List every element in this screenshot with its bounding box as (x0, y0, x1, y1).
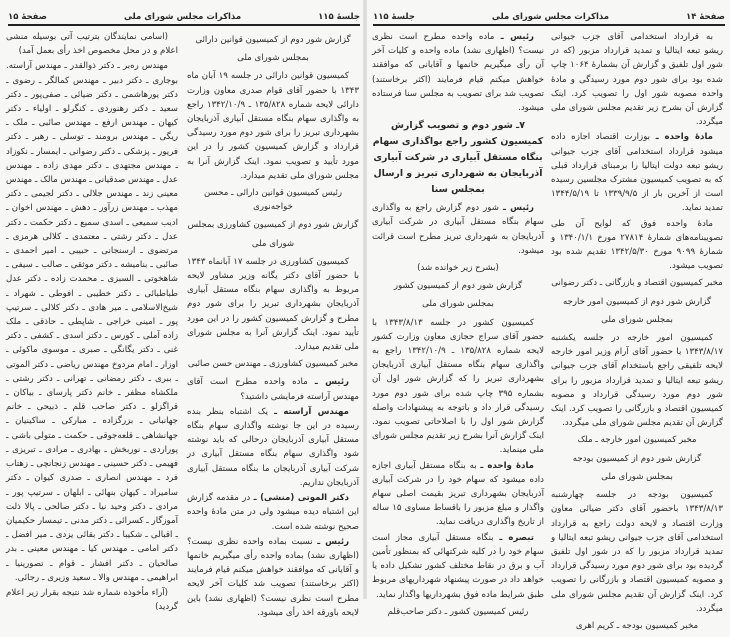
paragraph-text: مخبر کمیسیون امور خارجه ـ ملک (577, 435, 697, 446)
section-heading (372, 118, 544, 198)
speaker-label: دکتر الموتی (منشی) ـ (253, 493, 349, 504)
paragraph-text: مخبر کمیسیون اقتصاد و بازرگانی ـ دکتر رضوانی (551, 278, 723, 289)
page-number: صفحهٔ ۱۵ (8, 12, 47, 22)
paragraph (551, 331, 723, 430)
paragraph-text: مهندس ره‌بر ـ دکتر ذوالقدر ـ مهندس آراسته. بوجاری ـ دکتر دبیر ـ مهندس کمالگر ـ رضوی ـ دکتر یورهاشمی ـ دکتر ضیائی ـ صفی‌پور ـ دکتر سعید ـ دکتر رهنوردی ـ کنگرلو ـ اولیاء ـ دکتر کیهان ـ مهندس ارفع ـ مهندس صائبی ـ ملک ـ ریگی ـ مهندس برومند ـ توسلی ـ رهبر ـ دکتر فریور ـ پزشکی ـ دکتر رضوانی ـ ایمسار ـ نکوزاد ـ مهندس مجتهدی ـ دکتر مهدی زاده ـ مهندس عدل ـ مهندس صدقیانی ـ مهندس مالک ـ مهندس معینی زند ـ مهندس جلالی ـ دکتر لجیمی ـ دکتر مهذب ـ مهندس زرآور ـ دهش ـ مهندس اخوان ـ ادیب سمیعی ـ اسدی سمیع ـ دکتر حکمت ـ دکتر عدل ـ دکتر رشتی ـ معتمدی ـ کلالی هرمزی ـ مرتضوی ـ ارسنجانی ـ حبیبی ـ امیر احمدی ـ صائبی ـ بنامیشه ـ دکتر موثقی ـ صالب ـ سیفی ـ شاهخوتی ـ السبزی ـ محمدت زاده ـ دکتر عدل طباطبائی ـ دکتر خطیبی ـ افوطی ـ شهراد ـ شیخ‌الاسلامی ـ میر هادی ـ دکتر کلالی ـ سرتیپ پور ـ امینی خراجی ـ شاپطی ـ حاذقی ـ ملک زاده آملی ـ کورس ـ دکتر اسدی ـ کشفی ـ دکتر غنی ـ دکتر یگانگی ـ صبری ـ موسوی ماکوئی ـ اوزار ـ امام مردوخ مهندس ریاضی ـ دکتر الموتی ـ ببری ـ دکتر رمضانی ـ تهرانی ـ دکتر رشتی ـ ملکشاه مظفر ـ خانم دکتر پارسای ـ بیاکان ـ قراگزلو ـ دکتر صاحب قلم ـ ذبیحی ـ خانم جهانبانی ـ بزرگزاده ـ مبارکی ـ ساکینیان ـ جهانشاهی ـ قلعه‌جوقی ـ حکمت ـ متولی باشی ـ پوراردی ـ نوربخش ـ بهادری ـ مرادی ـ تبریزی ـ فهیمی ـ دکتر حسینی ـ مهندس زنجانچی ـ زهتاب فرد ـ مهندس انصاری ـ صدری کیوان ـ دکتر سامیراد ـ کیهان بنهائی ـ ابلهان ـ سرتیپ پور ـ مرادی ـ دکتر وحید نیا ـ دکتر صالحی ـ پالا ذلت آموزگار ـ کسرائی ـ دکتر مدنی ـ تیمسار حکیمیان ـ اقبالی ـ شکیبا ـ دکتر بقائی یزدی ـ میر افضل ـ دکتر امامی ـ مهندس کیا ـ مهندس معینی ـ بدر صالحیان ـ دکتر افشار ـ قوام ـ تصورینیا ـ ابراهیمی ـ مهندس والا ـ سعید وزیری ـ رجائی. (6, 61, 178, 583)
paragraph (6, 59, 178, 585)
centered-line (551, 433, 723, 447)
centered-line (551, 470, 723, 484)
paragraph (187, 69, 359, 183)
centered-line (551, 276, 723, 290)
centered-line (372, 297, 544, 311)
paragraph-text: مخبر کمیسیون کشاورزی ـ مهندس حسن صائبی (187, 359, 359, 370)
centered-line (187, 186, 359, 214)
speaker-label: رئیس ـ (502, 203, 535, 214)
paragraph-text: بمجلس شورای ملی (237, 53, 309, 64)
paragraph (372, 459, 544, 530)
centered-line (372, 605, 544, 619)
centered-line (551, 313, 723, 327)
paragraph-text: گزارش شور دوم از کمیسیون بودجه (572, 453, 702, 464)
paragraph-text: بمجلس شورای ملی (601, 314, 673, 325)
paragraph-text: کمیسیون کشور در جلسه ۱۳۴۳/۸/۱۳ با حضور آقای سراج حجازی معاون وزارت کشور لایحه شماره ۱۳۵/۸۲۸ ـ ۱۳۴۲/۱۰/۹ راجع به واگذاری سهام بنگاه مستقل آبیاری آذربایجان بشهرداری تبریز را که گزارش شور اول آن بشماره ۳۹۵ چاپ شده برای شور دوم مورد رسیدگی قرار داد و باتوجه به پیشنهادات واصله گزارش شور اول را با اصلاحاتی تصویب نمود. اینک گزارش آنرا بشرح زیر تقدیم مجلس شورای ملی مینماید. (372, 317, 545, 456)
centered-line (551, 295, 723, 309)
paragraph-text: بمجلس شورای ملی (422, 299, 494, 310)
centered-line (187, 51, 359, 65)
speaker-label: رئیس ـ (314, 377, 349, 388)
speaker-label: رئیس ـ (317, 536, 350, 547)
paragraph-text: به قرارداد استخدامی آقای جزب جیوانی ریشو تبعه ایتالیا و تمدید قرارداد مزبور (که در شور اول تلفیق و گزارش آن بشمارهٔ ۱۰۶۴ چاپ شده بود برای شور دوم مورد رسیدگی و مادهٔ واحده مصوبه شور اول را تصویب کرد. اینک گزارش آن بشرح زیر تقدیم مجلس شورای ملی میگردد. (551, 32, 723, 128)
paragraph-text: مادهٔ واحده فوق که لوایح آن طی تصویبنامه‌های شمارهٔ ۲۷۸۱۴ مورخ ۱۳۴۰/۱/۱ و شمارهٔ ۹۰۹۹ مورخ ۱۳۴۲/۵/۳۰ تقدیم شده بود تصویب میشود. (551, 218, 723, 272)
paragraph (187, 535, 359, 620)
paragraph (6, 30, 178, 58)
paragraph-text: بوزارت اقتصاد اجازه داده میشود قرارداد استخدامی آقای جزب جیوانی ریشو تبعه دولت ایتالیا را برمبنای قرارداد قبلی که به تصویب کمیسیون مشترک مجلسین رسیده است از آخرین بار از ۱۳۳۹/۹/۵ تا ۱۳۴۴/۵/۱۹ تمدید نماید. (551, 132, 723, 214)
paragraph (551, 217, 723, 274)
paragraph (372, 30, 544, 115)
paragraph-text: یک اشتباه بنظر بنده رسیده در این جا نوشته واگذاری سهام بنگاه مستقل آبیاری آذربایجان درحالی که باید نوشته شود واگذاری سهام بنگاه مستقل آبیاری در شرکت آبیاری آذربایجان ما بنگاه مستقل آبیاری آذربایجان نداریم. (187, 406, 359, 488)
speaker-label: تبصره ـ (499, 532, 534, 543)
paragraph-text: کمیسیون امور خارجه در جلسه یکشنبه ۱۳۴۳/۸/۱۷ با حضور آقای آرام وزیر امور خارجه لایحه تلفیقی راجع باستخدام آقای جزب جیوانی ریشو تبعه ایتالیا و تمدید قرارداد مزبور را برای شور دوم مورد رسیدگی قرارداد و مصوبه کمیسیون اقتصاد و بازرگانی را تصویب کرد. اینک گزارش آن تقدیم مجلس شورای ملی میگردد. (551, 333, 723, 429)
speaker-label: مادهٔ واحده ـ (480, 460, 534, 471)
paragraph (187, 375, 359, 403)
paragraph-text: بمجلس شورای ملی (601, 471, 673, 482)
centered-line (187, 237, 359, 251)
paragraph-text: گزارش شور دوم از کمیسیون امور خارجه (562, 296, 712, 307)
page-header (373, 8, 725, 22)
speaker-label: مادهٔ واحده ـ (655, 132, 713, 143)
paragraph-text: شور دوم گزارش راجع به واگذاری سهام بنگاه مستقل آبیاری در شرکت آبیاری آذربایجان به شهرداری تبریز مطرح است قرائت میشود. (372, 203, 544, 256)
paragraph-text: شورای ملی (251, 238, 295, 249)
speaker-label: رئیس ـ (500, 32, 534, 42)
paragraph (187, 255, 359, 354)
paragraph (551, 488, 723, 616)
paragraph-text: در مقدمه گزارش این اشتباه دیده میشود ولی در متن مادهٔ واحده صحیح نوشته شده است. (187, 493, 359, 532)
paragraph-text: ماده واحده مطرح است آقای مهندس آراسته فرمایشی داشتید؟ (187, 377, 359, 402)
paragraph (187, 405, 359, 490)
paragraph (372, 201, 544, 258)
speaker-label: مهندس آراسته ـ (274, 406, 349, 417)
session-number: جلسهٔ ۱۱۵ (373, 12, 415, 22)
text-column-right (551, 30, 723, 637)
centered-line (372, 279, 544, 293)
publication-title: مذاکرات مجلس شورای ملی (491, 12, 610, 22)
paragraph-text: رئیس کمیسیون کشور ـ دکتر صاحب‌قلم (387, 606, 529, 617)
centered-line (372, 261, 544, 275)
header-rule (373, 24, 725, 26)
paragraph (6, 586, 178, 614)
paragraph (372, 316, 544, 458)
header-rule (8, 24, 360, 26)
paragraph-text: کمیسیون بودجه در جلسه چهارشنبه ۱۳۴۳/۸/۱۳ باحضور آقای دکتر ضیائی معاون وزارت اقتصاد و لایحه دولت راجع به قرارداد استخدامی آقای جزب جیوانی ریشو تبعه ایتالیا و تمدید قرارداد مزبور را که در شور اول تلفیق گردیده بود برای شور دوم مورد رسیدگی قرارداد و مصوبه کمیسیون اقتصاد و بازرگانی را تصویب کرد. اینک گزارش آن تقدیم مجلس شورای ملی میگردد. (551, 490, 723, 614)
paragraph (551, 30, 723, 129)
page-header (8, 8, 360, 22)
text-column-left (6, 30, 178, 615)
paragraph (551, 130, 723, 215)
paragraph-text: گزارش شور دوم از کمیسیون کشاورزی بمجلس (187, 220, 359, 231)
centered-line (187, 218, 359, 232)
paragraph-text: گزارش شور دوم از کمیسیون قوانین دارائی (195, 35, 351, 45)
publication-title: مذاکرات مجلس شورای ملی (123, 12, 242, 22)
text-column-right (187, 30, 359, 621)
centered-line (551, 619, 723, 633)
text-column-left (372, 30, 544, 623)
paragraph-text: (آراء مأخوذه شماره شد نتیجه بقرار زیر اعلام گردید) (6, 587, 178, 613)
paragraph-text: (اسامی نمایندگان بترتیب آتی بوسیله منشی اعلام و در محل مخصوص اخذ رأی بعمل آمد) (6, 32, 178, 57)
paragraph-text: ۷ـ شور دوم و تصویب گزارش کمیسیون کشور راجع بواگذاری سهام بنگاه مستقل آبیاری در شرکت آبیاری آذربایجان به شهرداری تبریز و ارسال بمجلس سنا (372, 120, 544, 196)
paragraph-text: نسبت بماده واحده نظری نیست؟ (اظهاری نشد) بماده واحده رأی میگیریم خانمها و آقایانی که موافقند خواهش میکنم قیام فرمایند (اکثر برخاستند) تصویب شد کلیات آخر لایحه مطرح است نظری نیست؟ (اظهاری نشد) باین لایحه باورقه اخذ رأی میشود. (187, 536, 359, 618)
paragraph-text: مخبر کمیسیون بودجه ـ کریم اهری (575, 620, 699, 631)
paragraph-text: کمیسیون کشاورزی در جلسه ۱۷ آبانماه ۱۳۴۳ با حضور آقای دکتر یگانه وزیر مشاور لایحه مربوط به واگذاری سهام بنگاه مستقل آبیاری آذربایجان بشهرداری تبریز را برای شور دوم مطرح و گزارش کمیسیون کشور را در این مورد تأیید نمود. اینک گزارش آنرا به مجلس شورای ملی تقدیم میدارد. (187, 256, 359, 353)
paragraph-text: ماده واحده مطرح است نظری نیست؟ (اظهاری نشد) ماده واحده و کلیات آخر آن رأی میگیریم خانمها و آقایانی که موافقند خواهش میکنم قیام فرمایند (اکثر برخاستند) تصویب شد برای تصویب به مجلس سنا فرستاده میشود. (372, 32, 544, 114)
centered-line (187, 33, 359, 47)
paragraph (372, 531, 544, 602)
centered-line (551, 452, 723, 466)
page-14 (365, 0, 730, 631)
session-number: جلسهٔ ۱۱۵ (318, 12, 360, 22)
paragraph-text: (بشرح زیر خوانده شد) (417, 263, 499, 274)
paragraph-text: کمیسیون قوانین دارائی در جلسه ۱۹ آبان ماه ۱۳۴۳ با حضور آقای قوام صدری معاون وزارت دارائی لایحه شماره ۱۳۵/۸۲۸ ـ ۱۳۴۲/۱۰/۹ راجع به واگذاری سهام بنگاه مستقل آبیاری آذربایجان بشهرداری تبریز را برای شور دوم مورد رسیدگی قرارداد و گزارش کمیسیون کشور را در این مورد تأیید و تصویب نمود. اینک گزارش آنرا به مجلس شورای ملی تقدیم میدارد. (187, 71, 360, 181)
page-number: صفحهٔ ۱۴ (686, 12, 725, 22)
paragraph-text: رئیس کمیسیون قوانین دارائی ـ محسن خواجه‌نوری (203, 188, 343, 213)
paragraph (187, 491, 359, 534)
paragraph-text: بنگاه مستقل آبیاری مجاز است سهام خود را در کلیه شرکتهائی که بمنظور تأمین آب و برق در نقاط مختلف کشور تشکیل داده یا خواهد داد در صورت پیشنهاد شهرداریهای مربوط طبق شرایط ماده فوق بشهرداریها واگذار نماید. (372, 532, 544, 600)
paragraph-text: به بنگاه مستقل آبیاری اجازه داده میشود که سهام خود را در شرکت آبیاری آذربایجان بشهرداری تبریز بقیمت اصلی سهام واگذار و مبلغ مزبور را باقساط مساوی ۱۵ ساله از تاریخ واگذاری دریافت نماید. (372, 460, 545, 528)
centered-line (187, 357, 359, 371)
page-15 (0, 0, 365, 618)
paragraph-text: گزارش شور دوم از کمیسیون کشور (393, 281, 523, 292)
